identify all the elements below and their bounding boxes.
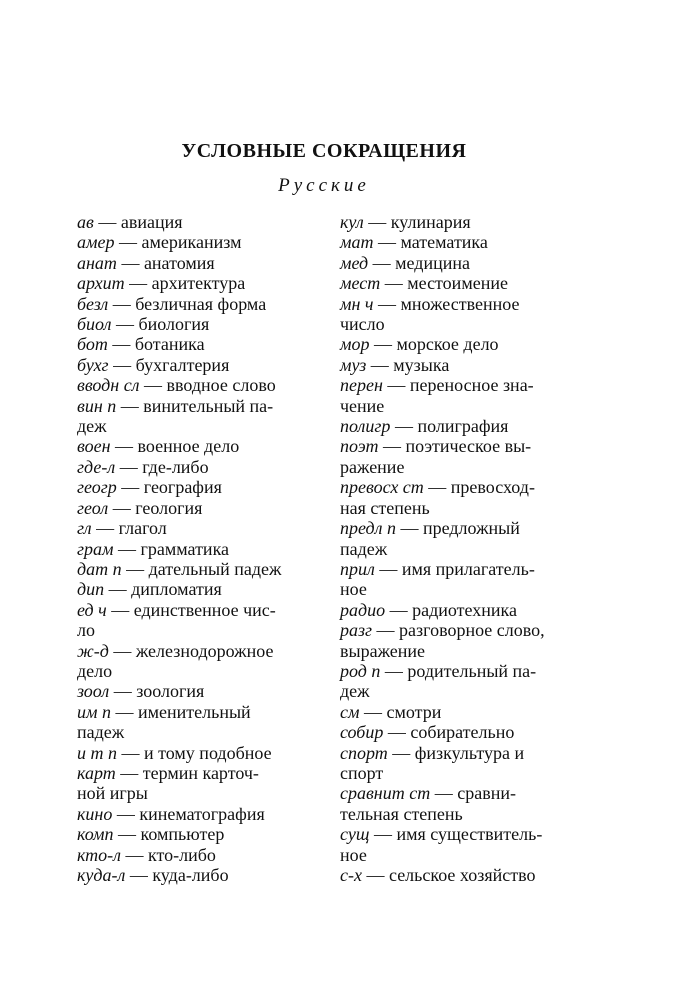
abbreviation-term: предл п [340, 518, 396, 539]
abbreviation-entry: дат п — дательный падеж [77, 558, 282, 579]
abbreviation-entry: ав — авиация [77, 212, 183, 232]
section-subtitle: Русские [278, 175, 370, 196]
abbreviation-entry: воен — военное дело [77, 436, 240, 457]
abbreviation-term: комп [77, 824, 114, 845]
abbreviation-term: см [340, 701, 360, 722]
abbreviation-definition-continued: падеж [77, 722, 125, 743]
abbreviation-entry: муз — музыка [340, 354, 450, 375]
abbreviation-entry: куда-л — куда-либо [77, 865, 229, 885]
abbreviation-term: зоол [77, 681, 110, 702]
abbreviation-definition: геология [135, 497, 203, 518]
abbreviation-definition: дательный падеж [148, 558, 282, 579]
abbreviation-definition-continued: ная степень [340, 497, 430, 518]
abbreviation-entry: радио — радиотехника [340, 599, 517, 620]
abbreviation-term: мор [340, 334, 370, 355]
abbreviation-definition: физкультура и [414, 742, 525, 763]
abbreviation-definition: военное дело [137, 436, 240, 457]
abbreviation-term: прил [340, 558, 375, 579]
abbreviation-term: кто-л [77, 844, 122, 865]
abbreviation-term: и т п [77, 742, 117, 763]
abbreviation-entry: мн ч — множественное число [340, 294, 580, 335]
abbreviation-term: мат [340, 232, 374, 253]
abbreviation-entry: гл — глагол [77, 518, 167, 539]
abbreviation-term: геогр [77, 477, 117, 498]
abbreviation-column-right [340, 212, 580, 885]
abbreviation-definition: математика [400, 232, 488, 253]
abbreviation-entry: кино — кинематография [77, 803, 265, 824]
abbreviation-entry: геол — геология [77, 497, 203, 518]
abbreviation-entry: спорт — физкультура и спорт [340, 743, 580, 784]
abbreviation-term: безл [77, 293, 109, 314]
abbreviation-term: дат п [77, 558, 122, 579]
abbreviation-definition: предложный [423, 518, 520, 539]
abbreviation-entry: см — смотри [340, 701, 442, 722]
abbreviation-term: сравнит ст [340, 783, 431, 804]
abbreviation-definition: биология [138, 314, 210, 335]
abbreviation-definition: авиация [120, 212, 183, 232]
abbreviation-definition: родительный па- [407, 660, 537, 681]
abbreviation-entry: кто-л — кто-либо [77, 844, 216, 865]
abbreviation-definition: глагол [118, 518, 167, 539]
abbreviation-entry: им п — именительный падеж [77, 702, 345, 743]
abbreviation-term: ед ч [77, 599, 107, 620]
abbreviation-entry: амер — американизм [77, 232, 242, 253]
abbreviation-entry: карт — термин карточ- ной игры [77, 763, 345, 804]
abbreviation-definition: кинематография [139, 803, 265, 824]
abbreviation-definition: бухгалтерия [135, 354, 230, 375]
abbreviation-term: куда-л [77, 865, 126, 885]
abbreviation-definition: кто-либо [148, 844, 216, 865]
abbreviation-definition-continued: ражение [340, 456, 405, 477]
abbreviation-term: анат [77, 252, 117, 273]
abbreviation-definition: собирательно [410, 722, 515, 743]
abbreviation-definition: куда-либо [152, 865, 229, 885]
abbreviation-definition: морское дело [396, 334, 499, 355]
abbreviation-definition: зоология [136, 681, 205, 702]
abbreviation-definition: дипломатия [131, 579, 222, 600]
abbreviation-definition-continued: число [340, 314, 385, 335]
abbreviation-definition: железнодорожное [135, 640, 274, 661]
abbreviation-entry: кул — кулинария [340, 212, 471, 232]
abbreviation-term: дип [77, 579, 105, 600]
abbreviation-entry: род п — родительный па- деж [340, 661, 580, 702]
abbreviation-term: им п [77, 701, 111, 722]
abbreviation-term: превосх ст [340, 477, 424, 498]
abbreviation-term: радио [340, 599, 386, 620]
abbreviation-definition: имя прилагатель- [401, 558, 535, 579]
abbreviation-definition: музыка [393, 354, 450, 375]
abbreviation-term: спорт [340, 742, 388, 763]
abbreviation-definition: сельское хозяйство [388, 865, 536, 885]
abbreviation-definition-continued: ное [340, 844, 367, 865]
abbreviation-term: архит [77, 273, 125, 294]
abbreviation-definition: анатомия [143, 252, 215, 273]
abbreviation-term: кино [77, 803, 113, 824]
abbreviation-entry: с-х — сельское хозяйство [340, 865, 536, 885]
abbreviation-entry: мор — морское дело [340, 334, 499, 355]
abbreviation-entry: архит — архитектура [77, 273, 246, 294]
abbreviation-entry: предл п — предложный падеж [340, 518, 580, 559]
abbreviation-definition-continued: тельная степень [340, 803, 463, 824]
abbreviation-term: перен [340, 375, 383, 396]
abbreviation-entry: дип — дипломатия [77, 579, 222, 600]
abbreviation-term: муз [340, 354, 367, 375]
abbreviation-definition: медицина [395, 252, 470, 273]
abbreviation-entry: прил — имя прилагатель- ное [340, 559, 580, 600]
abbreviation-entry: бухг — бухгалтерия [77, 354, 230, 375]
abbreviation-entry: ед ч — единственное чис- ло [77, 600, 345, 641]
abbreviation-definition: безличная форма [135, 293, 267, 314]
abbreviation-definition: единственное чис- [133, 599, 276, 620]
abbreviation-entry: где-л — где-либо [77, 456, 209, 477]
abbreviation-definition-continued: деж [77, 416, 107, 437]
abbreviation-entry: собир — собирательно [340, 722, 515, 743]
abbreviation-definition: где-либо [142, 456, 209, 477]
abbreviation-entry: сущ — имя существитель- ное [340, 824, 580, 865]
abbreviation-definition-continued: падеж [340, 538, 388, 559]
abbreviation-entry: полигр — полиграфия [340, 416, 509, 437]
abbreviation-definition-continued: выражение [340, 640, 426, 661]
abbreviation-definition: именительный [138, 701, 251, 722]
abbreviation-definition-continued: спорт [340, 762, 384, 783]
abbreviation-entry: перен — переносное зна- чение [340, 375, 580, 416]
abbreviation-term: карт [77, 762, 116, 783]
abbreviation-definition: ботаника [134, 334, 205, 355]
abbreviation-entry: мед — медицина [340, 252, 470, 273]
abbreviation-entry: биол — биология [77, 314, 210, 335]
abbreviation-definition: множественное [400, 293, 520, 314]
abbreviation-definition: и тому подобное [144, 742, 272, 763]
abbreviation-definition: география [143, 477, 222, 498]
abbreviation-definition-continued: ной игры [77, 783, 148, 804]
abbreviation-definition: местоимение [407, 273, 508, 294]
abbreviation-term: полигр [340, 416, 391, 437]
abbreviation-definition: американизм [141, 232, 242, 253]
abbreviation-definition: вводное слово [166, 375, 276, 396]
abbreviation-definition: полиграфия [417, 416, 509, 437]
abbreviation-term: вин п [77, 395, 117, 416]
page-title: УСЛОВНЫЕ СОКРАЩЕНИЯ [181, 140, 467, 162]
abbreviation-definition: смотри [386, 701, 442, 722]
abbreviation-entry: вин п — винительный па- деж [77, 396, 345, 437]
abbreviation-term: разг [340, 620, 373, 641]
abbreviation-definition-continued: ное [340, 579, 367, 600]
abbreviation-term: род п [340, 660, 381, 681]
abbreviation-term: биол [77, 314, 112, 335]
abbreviation-definition: термин карточ- [142, 762, 259, 783]
abbreviation-entry: мат — математика [340, 232, 488, 253]
abbreviation-term: поэт [340, 436, 379, 457]
abbreviation-entry: разг — разговорное слово, выражение [340, 620, 580, 661]
abbreviation-entry: и т п — и тому подобное [77, 742, 272, 763]
abbreviation-definition: грамматика [140, 538, 230, 559]
abbreviation-definition: архитектура [151, 273, 246, 294]
abbreviation-term: бухг [77, 354, 109, 375]
abbreviation-term: гл [77, 518, 92, 539]
abbreviation-term: собир [340, 722, 384, 743]
abbreviation-entry: анат — анатомия [77, 252, 215, 273]
abbreviation-entry: мест — местоимение [340, 273, 508, 294]
abbreviation-entry: грам — грамматика [77, 538, 230, 559]
abbreviation-term: мн ч [340, 293, 374, 314]
abbreviation-term: бот [77, 334, 108, 355]
abbreviation-definition-continued: ло [77, 620, 95, 641]
abbreviation-entry: ж-д — железнодорожное дело [77, 641, 345, 682]
abbreviation-entry: геогр — география [77, 477, 222, 498]
abbreviation-entry: бот — ботаника [77, 334, 205, 355]
abbreviation-definition: имя существитель- [396, 824, 543, 845]
abbreviation-definition: винительный па- [143, 395, 274, 416]
abbreviation-entry: сравнит ст — сравни- тельная степень [340, 783, 580, 824]
abbreviation-term: где-л [77, 456, 116, 477]
abbreviation-entry: вводн сл — вводное слово [77, 375, 276, 396]
abbreviation-entry: комп — компьютер [77, 824, 225, 845]
abbreviation-term: геол [77, 497, 109, 518]
abbreviation-entry: зоол — зоология [77, 681, 205, 702]
abbreviation-term: ж-д [77, 640, 109, 661]
abbreviation-definition-continued: дело [77, 660, 113, 681]
abbreviation-term: мест [340, 273, 381, 294]
abbreviation-term: вводн сл [77, 375, 140, 396]
abbreviation-definition-continued: деж [340, 681, 370, 702]
abbreviation-term: воен [77, 436, 111, 457]
abbreviation-definition: поэтическое вы- [405, 436, 532, 457]
abbreviation-term: грам [77, 538, 114, 559]
abbreviation-definition: компьютер [140, 824, 225, 845]
abbreviation-definition-continued: чение [340, 395, 385, 416]
abbreviation-column-left [77, 212, 345, 885]
abbreviation-definition: превосход- [450, 477, 535, 498]
abbreviation-definition: переносное зна- [409, 375, 534, 396]
abbreviation-definition: кулинария [390, 212, 471, 232]
abbreviation-term: сущ [340, 824, 370, 845]
abbreviation-definition: разговорное слово, [399, 620, 545, 641]
abbreviation-definition: радиотехника [412, 599, 517, 620]
abbreviation-term: с-х [340, 865, 362, 885]
abbreviation-term: амер [77, 232, 115, 253]
abbreviation-term: мед [340, 252, 369, 273]
abbreviation-entry: поэт — поэтическое вы- ражение [340, 436, 580, 477]
abbreviation-definition: сравни- [457, 783, 516, 804]
abbreviation-term: ав [77, 212, 94, 232]
abbreviation-term: кул [340, 212, 364, 232]
abbreviation-entry: безл — безличная форма [77, 293, 267, 314]
abbreviation-entry: превосх ст — превосход- ная степень [340, 477, 580, 518]
